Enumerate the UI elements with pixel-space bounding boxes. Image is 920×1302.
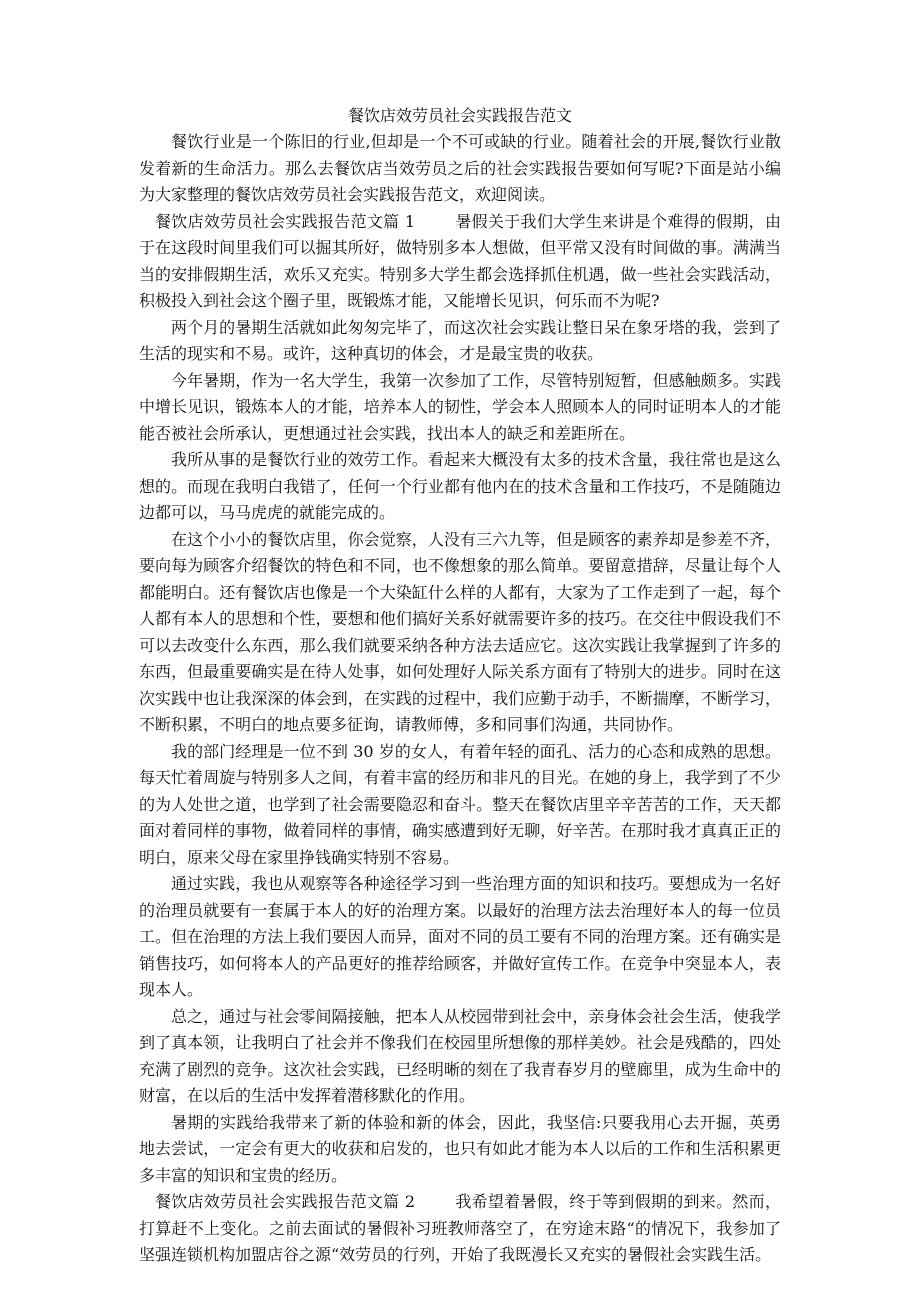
document-title: 餐饮店效劳员社会实践报告范文 (347, 106, 572, 125)
chapter-heading: 餐饮店效劳员社会实践报告范文篇 1 (155, 211, 416, 231)
body-paragraph: 在这个小小的餐饮店里，你会觉察，人没有三六九等，但是顾客的素养却是参差不齐，要向每为顾客介绍餐饮的特色和不同，也不像想象的那么简单。要留意措辞，尽量让每个人都能明白。还有餐饮店也像是一个大染缸什么样的人都有，大家为了工作走到了一起，每个人都有本人的思想和个性，要想和他们搞好关系好就需要许多的技巧。在交往中假设我们不可以去改变什么东西，那么我们就要采纳各种方法去适应它。这次实践让我掌握到了许多的东西，但最重要确实是在待人处事，如何处理好人际关系方面有了特别大的进步。同时在这次实践中也让我深深的体会到，在实践的过程中，我们应勤于动手，不断揣摩，不断学习，不断积累，不明白的地点要多征询，请教师傅，多和同事们沟通，共同协作。 (139, 529, 781, 734)
document-body (139, 129, 781, 1269)
chapter-paragraph (139, 209, 781, 315)
body-paragraph: 通过实践，我也从观察等各种途径学习到一些治理方面的知识和技巧。要想成为一名好的治理员就要有一套属于本人的好的治理方案。以最好的治理方法去治理好本人的每一位员工。但在治理的方法上我们要因人而异，面对不同的员工要有不同的治理方案。还有确实是销售技巧，如何将本人的产品更好的推荐给顾客，并做好宣传工作。在竞争中突显本人，表现本人。 (139, 874, 781, 999)
body-paragraph: 我所从事的是餐饮行业的效劳工作。看起来大概没有太多的技术含量，我往常也是这么想的。而现在我明白我错了，任何一个行业都有他内在的技术含量和工作技巧，不是随随边边都可以，马马虎虎的就能完成的。 (139, 450, 781, 522)
chapter-heading: 餐饮店效劳员社会实践报告范文篇 2 (155, 1192, 416, 1211)
chapter-text: 我希望着暑假，终于等到假期的到来。然而，打算赶不上变化。之前去面试的暑假补习班教师落空了，在穷途末路“的情况下，我参加了坚强连锁机构加盟店谷之源“效劳员的行列，开始了我既漫长又充实的暑假社会实践生活。 (139, 1192, 781, 1264)
chapter-paragraph (139, 1189, 781, 1269)
body-paragraph: 今年暑期，作为一名大学生，我第一次参加了工作，尽管特别短暂，但感触颇多。实践中增长见识，锻炼本人的才能，培养本人的韧性，学会本人照顾本人的同时证明本人的才能能否被社会所承认，更想通过社会实践，找出本人的缺乏和差距所在。 (139, 370, 781, 443)
body-paragraph: 两个月的暑期生活就如此匆匆完毕了，而这次社会实践让整日呆在象牙塔的我，尝到了生活的现实和不易。或许，这种真切的体会，才是最宝贵的收获。 (139, 317, 781, 363)
body-paragraph: 总之，通过与社会零间隔接触，把本人从校园带到社会中，亲身体会社会生活，使我学到了真本领，让我明白了社会并不像我们在校园里所想像的那样美妙。社会是残酷的，四处充满了剧烈的竞争。这次社会实践，已经明晰的刻在了我青春岁月的壁廊里，成为生命中的财富，在以后的生活中发挥着潜移默化的作用。 (139, 1006, 781, 1105)
chapter-text: 暑假关于我们大学生来讲是个难得的假期，由于在这段时间里我们可以掘其所好，做特别多本人想做，但平常又没有时间做的事。满满当当的安排假期生活，欢乐又充实。特别多大学生都会选择抓住机遇，做一些社会实践活动，积极投入到社会这个圈子里，既锻炼才能，又能增长见识，何乐而不为呢? (139, 211, 781, 310)
body-paragraph: 暑期的实践给我带来了新的体验和新的体会，因此，我坚信:只要我用心去开掘，英勇地去尝试，一定会有更大的收获和启发的，也只有如此才能为本人以后的工作和生活积累更多丰富的知识和宝贵的经历。 (139, 1112, 781, 1185)
body-paragraph: 餐饮行业是一个陈旧的行业,但却是一个不可或缺的行业。随着社会的开展,餐饮行业散发着新的生命活力。那么去餐饮店当效劳员之后的社会实践报告要如何写呢?下面是站小编为大家整理的餐饮店效劳员社会实践报告范文，欢迎阅读。 (139, 132, 781, 204)
body-paragraph: 我的部门经理是一位不到 30 岁的女人，有着年轻的面孔、活力的心态和成熟的思想。每天忙着周旋与特别多人之间，有着丰富的经历和非凡的目光。在她的身上，我学到了不少的为人处世之道，也学到了社会需要隐忍和奋斗。整天在餐饮店里辛辛苦苦的工作，天天都面对着同样的事物，做着同样的事情，确实感遭到好无聊，好辛苦。在那时我才真真正正的明白，原来父母在家里挣钱确实特别不容易。 (139, 741, 781, 867)
